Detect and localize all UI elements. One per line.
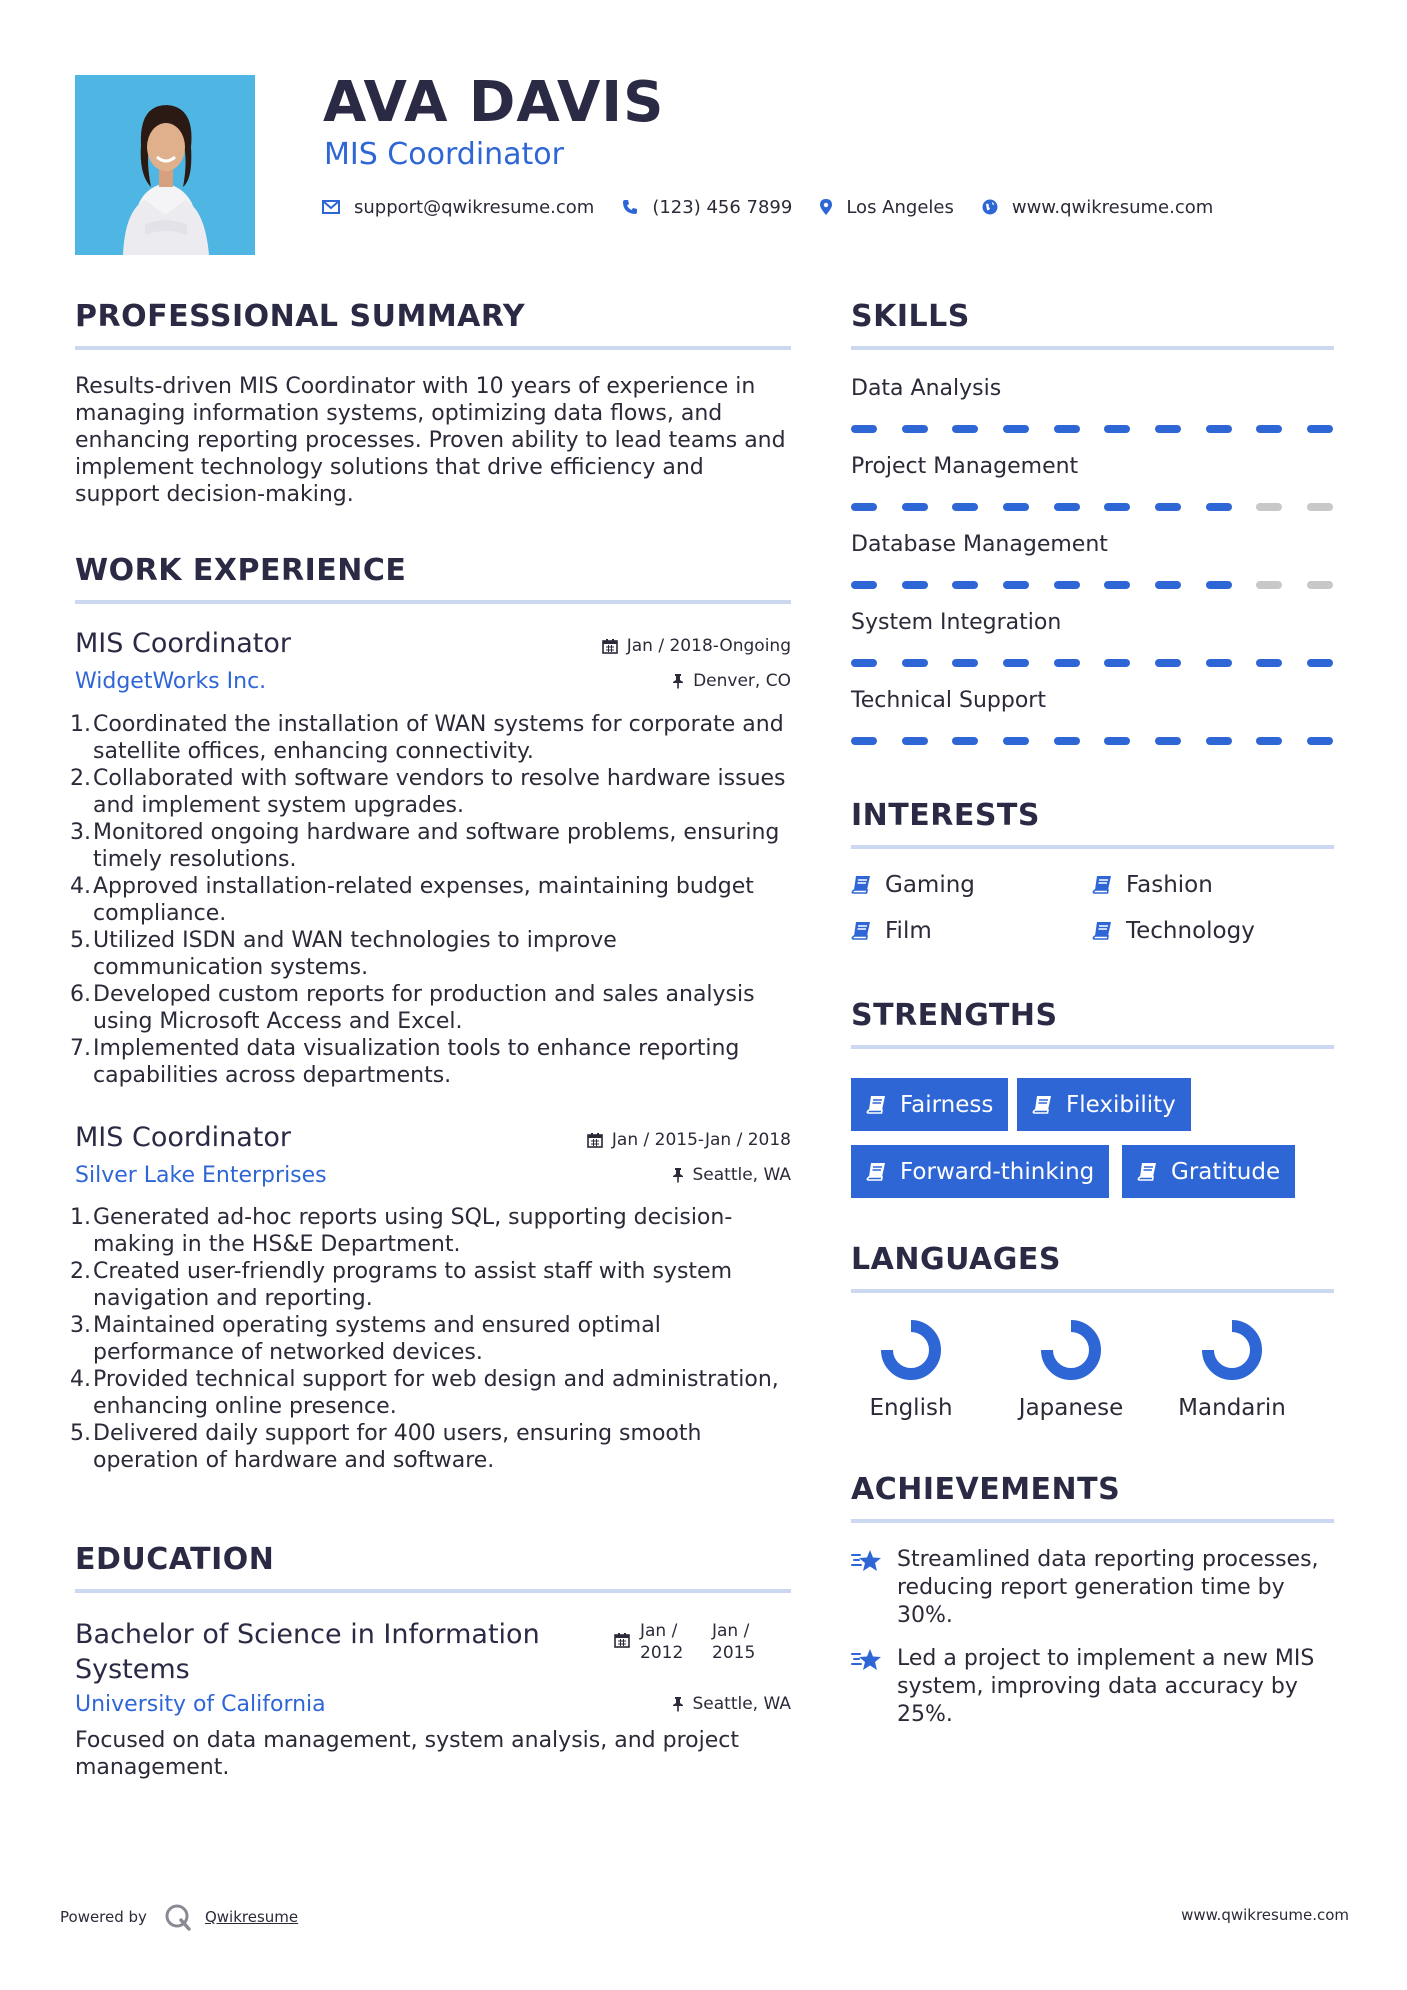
- interest-item: Technology: [1092, 918, 1255, 944]
- summary-divider: [75, 346, 791, 350]
- candidate-title: MIS Coordinator: [324, 137, 564, 172]
- job-bullets: [70, 1204, 791, 1474]
- skill-dash: [1155, 581, 1181, 589]
- skill-rating: [851, 425, 1333, 433]
- job-dates-text: Jan / 2015-Jan / 2018: [611, 1130, 791, 1150]
- skill-rating: [851, 659, 1333, 667]
- skill-dash: [1054, 503, 1080, 511]
- strength-chip: Forward-thinking: [851, 1145, 1109, 1198]
- skill-label: Technical Support: [851, 688, 1046, 713]
- strengths-heading: STRENGTHS: [851, 998, 1058, 1033]
- skill-dash: [1054, 581, 1080, 589]
- skill-dash: [1307, 425, 1333, 433]
- skill-dash: [1155, 425, 1181, 433]
- skill-dash: [1307, 659, 1333, 667]
- work-divider: [75, 600, 791, 604]
- list-item: 7. Implemented data visualization tools to enhance reporting capabilities across departments.: [70, 1036, 740, 1088]
- skill-label: System Integration: [851, 610, 1062, 635]
- school-name: University of California: [75, 1692, 326, 1717]
- language-item: [846, 1319, 976, 1421]
- strength-chip: Gratitude: [1122, 1145, 1295, 1198]
- skill-dash: [952, 737, 978, 745]
- calendar-icon: [614, 1632, 630, 1648]
- list-item: 2. Created user-friendly programs to assist staff with system navigation and reporting.: [70, 1259, 733, 1311]
- job-bullets: [70, 711, 791, 1089]
- achievement-item: Streamlined data reporting processes, reducing report generation time by 30%.: [851, 1546, 1337, 1630]
- skill-dash: [1104, 581, 1130, 589]
- skills-divider: [851, 346, 1334, 350]
- skill-dash: [1206, 503, 1232, 511]
- degree-title: Bachelor of Science in Information Systems: [75, 1619, 540, 1685]
- language-name: Mandarin: [1178, 1395, 1286, 1421]
- language-level-ring: [1040, 1319, 1102, 1381]
- job-location-text: Seattle, WA: [692, 1165, 791, 1185]
- location-text: Los Angeles: [846, 196, 954, 218]
- book-icon: [1092, 875, 1112, 895]
- education-location: [672, 1694, 792, 1714]
- language-level-arc: [1208, 1326, 1256, 1374]
- footer-website[interactable]: www.qwikresume.com: [1181, 1906, 1349, 1924]
- job-location: [672, 1165, 792, 1185]
- education-divider: [75, 1589, 791, 1593]
- shooting-star-icon: [851, 1647, 883, 1673]
- skill-dash: [851, 737, 877, 745]
- list-item: 1. Coordinated the installation of WAN systems for corporate and satellite offices, enhancing connectivity.: [70, 712, 784, 764]
- skill-dash: [1003, 737, 1029, 745]
- language-level-arc: [887, 1326, 935, 1374]
- language-level-arc: [1047, 1326, 1095, 1374]
- pushpin-icon: [672, 1696, 684, 1712]
- job-title: MIS Coordinator: [75, 1122, 291, 1153]
- languages-heading: LANGUAGES: [851, 1242, 1061, 1277]
- list-item: 3. Monitored ongoing hardware and software problems, ensuring timely resolutions.: [70, 820, 780, 872]
- languages-divider: [851, 1289, 1334, 1293]
- skill-dash: [1307, 581, 1333, 589]
- achievements-divider: [851, 1519, 1334, 1523]
- skill-dash: [851, 581, 877, 589]
- contact-email[interactable]: [322, 197, 594, 218]
- list-item: 1. Generated ad-hoc reports using SQL, supporting decision-making in the HS&E Department.: [70, 1205, 733, 1257]
- map-pin-icon: [820, 199, 832, 215]
- skill-dash: [851, 425, 877, 433]
- contact-bar: [322, 192, 1241, 222]
- skill-label: Data Analysis: [851, 376, 1002, 401]
- pushpin-icon: [672, 1167, 684, 1183]
- pushpin-icon: [672, 673, 684, 689]
- skill-dash: [1104, 737, 1130, 745]
- skill-label: Project Management: [851, 454, 1079, 479]
- education-heading: EDUCATION: [75, 1542, 275, 1577]
- strength-chip: Fairness: [851, 1078, 1008, 1131]
- skill-dash: [1054, 425, 1080, 433]
- skill-dash: [902, 425, 928, 433]
- calendar-icon: [587, 1132, 603, 1148]
- skill-dash: [1104, 503, 1130, 511]
- interest-item: Fashion: [1092, 872, 1213, 898]
- work-heading: WORK EXPERIENCE: [75, 553, 407, 588]
- skills-heading: SKILLS: [851, 299, 970, 334]
- skill-dash: [1054, 737, 1080, 745]
- candidate-name: AVA DAVIS: [323, 70, 665, 135]
- phone-icon: [622, 199, 638, 215]
- job-dates: [587, 1130, 791, 1150]
- skill-dash: [1206, 659, 1232, 667]
- skill-dash: [902, 737, 928, 745]
- company-name: WidgetWorks Inc.: [75, 669, 267, 694]
- skill-dash: [1003, 425, 1029, 433]
- job-dates: [602, 636, 791, 656]
- phone-text: (123) 456 7899: [652, 196, 793, 218]
- book-icon: [1092, 921, 1112, 941]
- skill-dash: [902, 659, 928, 667]
- skill-rating: [851, 581, 1333, 589]
- language-level-ring: [880, 1319, 942, 1381]
- skill-dash: [1256, 503, 1282, 511]
- language-name: Japanese: [1018, 1395, 1124, 1421]
- skill-dash: [1206, 581, 1232, 589]
- skill-dash: [1155, 659, 1181, 667]
- book-icon: [866, 1162, 886, 1182]
- skill-dash: [1155, 737, 1181, 745]
- skill-dash: [1104, 659, 1130, 667]
- qwikresume-logo-icon: [163, 1902, 193, 1932]
- skill-dash: [1307, 503, 1333, 511]
- envelope-icon: [322, 200, 340, 214]
- list-item: 4. Approved installation-related expenses, maintaining budget compliance.: [70, 874, 754, 926]
- skill-dash: [1003, 581, 1029, 589]
- skill-dash: [1003, 659, 1029, 667]
- skill-dash: [851, 503, 877, 511]
- email-text: support@qwikresume.com: [354, 196, 595, 218]
- job-dates-text: Jan / 2018-Ongoing: [626, 636, 791, 656]
- book-icon: [866, 1095, 886, 1115]
- company-name: Silver Lake Enterprises: [75, 1163, 327, 1188]
- strengths-divider: [851, 1045, 1334, 1049]
- language-level-ring: [1201, 1319, 1263, 1381]
- profile-photo: [75, 75, 255, 255]
- skill-dash: [1206, 737, 1232, 745]
- job-location-text: Denver, CO: [693, 671, 791, 691]
- education-dates: [614, 1620, 770, 1664]
- skill-dash: [1256, 581, 1282, 589]
- skill-dash: [952, 503, 978, 511]
- skill-dash: [1054, 659, 1080, 667]
- skill-rating: [851, 737, 1333, 745]
- skill-label: Database Management: [851, 532, 1108, 557]
- achievement-item: Led a project to implement a new MIS system, improving data accuracy by 25%.: [851, 1645, 1337, 1729]
- summary-text: Results-driven MIS Coordinator with 10 years of experience in managing information systems, optimizing data flows, and enhancing reporting processes. Proven ability to lead teams and implement technology solutions that drive efficiency and support decision-making.: [75, 374, 786, 507]
- skill-dash: [1256, 737, 1282, 745]
- achievements-heading: ACHIEVEMENTS: [851, 1472, 1121, 1507]
- contact-location: [820, 197, 954, 218]
- education-end: Jan / 2015: [712, 1621, 756, 1663]
- language-item: [1006, 1319, 1136, 1421]
- list-item: 5. Utilized ISDN and WAN technologies to improve communication systems.: [70, 928, 617, 980]
- summary-heading: PROFESSIONAL SUMMARY: [75, 299, 526, 334]
- powered-by-text: Powered by: [60, 1908, 147, 1926]
- job-title: MIS Coordinator: [75, 628, 291, 659]
- list-item: 6. Developed custom reports for production and sales analysis using Microsoft Access and Excel.: [70, 982, 755, 1034]
- book-icon: [1032, 1095, 1052, 1115]
- footer-powered-by: [60, 1902, 298, 1932]
- skill-dash: [1003, 503, 1029, 511]
- book-icon: [851, 875, 871, 895]
- skill-rating: [851, 503, 1333, 511]
- skill-dash: [851, 659, 877, 667]
- list-item: 3. Maintained operating systems and ensured optimal performance of networked devices.: [70, 1313, 661, 1365]
- job-location: [672, 671, 791, 691]
- strength-chip: Flexibility: [1017, 1078, 1191, 1131]
- skill-dash: [902, 581, 928, 589]
- globe-icon: [982, 199, 998, 215]
- qwikresume-link[interactable]: Qwikresume: [204, 1908, 299, 1926]
- language-name: English: [869, 1395, 953, 1421]
- interest-item: Gaming: [851, 872, 975, 898]
- list-item: 4. Provided technical support for web design and administration, enhancing online presence.: [70, 1367, 779, 1419]
- interests-heading: INTERESTS: [851, 798, 1040, 833]
- skill-dash: [1307, 737, 1333, 745]
- skill-dash: [1206, 425, 1232, 433]
- skill-dash: [1256, 659, 1282, 667]
- skill-dash: [1155, 503, 1181, 511]
- interest-item: Film: [851, 918, 932, 944]
- interests-divider: [851, 845, 1334, 849]
- skill-dash: [952, 581, 978, 589]
- book-icon: [1137, 1162, 1157, 1182]
- skill-dash: [952, 659, 978, 667]
- education-start: Jan / 2012: [640, 1621, 684, 1663]
- book-icon: [851, 921, 871, 941]
- skill-dash: [952, 425, 978, 433]
- contact-website[interactable]: [982, 197, 1213, 218]
- education-location-text: Seattle, WA: [692, 1694, 791, 1714]
- list-item: 2. Collaborated with software vendors to resolve hardware issues and implement system upgrades.: [70, 766, 786, 818]
- website-text: www.qwikresume.com: [1011, 196, 1214, 218]
- list-item: 5. Delivered daily support for 400 users, ensuring smooth operation of hardware and software.: [70, 1421, 702, 1473]
- skill-dash: [1256, 425, 1282, 433]
- language-item: [1167, 1319, 1297, 1421]
- skill-dash: [902, 503, 928, 511]
- contact-phone[interactable]: [622, 197, 792, 218]
- skill-dash: [1104, 425, 1130, 433]
- education-description: Focused on data management, system analysis, and project management.: [75, 1728, 739, 1780]
- calendar-icon: [602, 638, 618, 654]
- shooting-star-icon: [851, 1548, 883, 1574]
